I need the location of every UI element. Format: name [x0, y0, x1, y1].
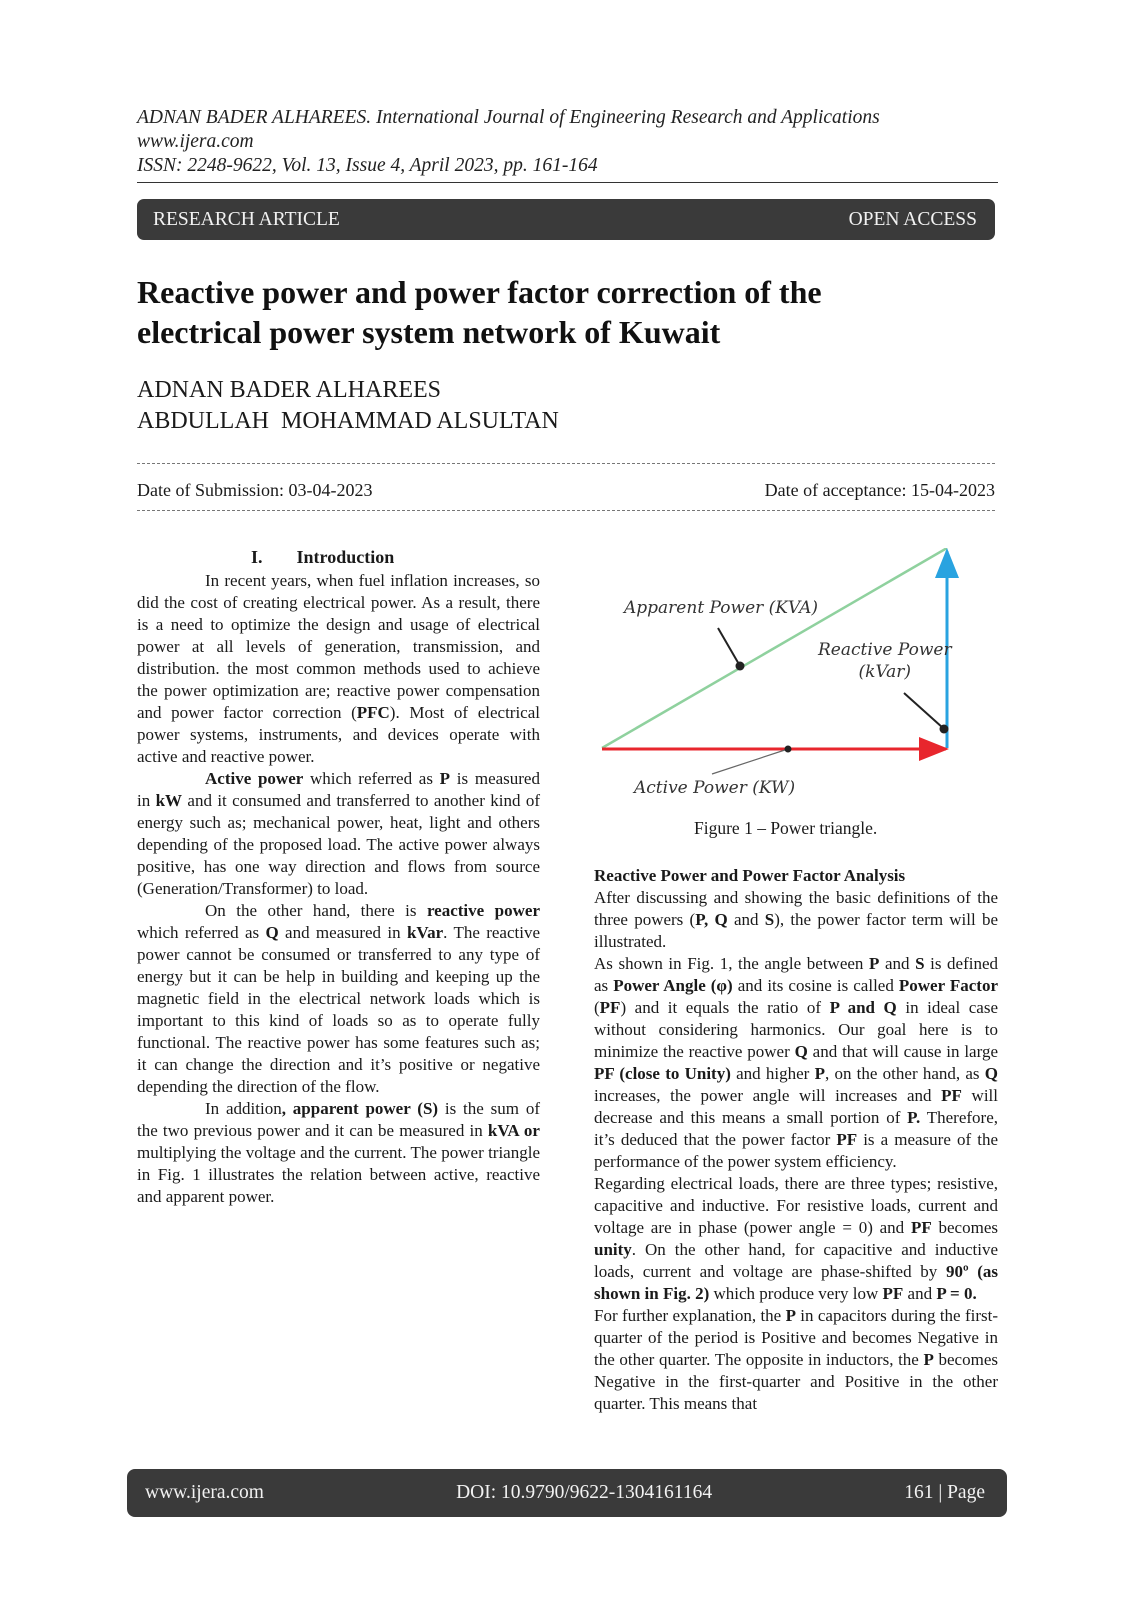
figure-1-caption: Figure 1 – Power triangle. [694, 818, 878, 838]
journal-issn: ISSN: 2248-9622, Vol. 13, Issue 4, April 2023, pp. 161-164 [137, 155, 598, 176]
left-column [137, 546, 540, 1208]
intro-paragraph-reactive-power: On the other hand, there is reactive power which referred as Q and measured in kVar. The reactive power cannot be consumed or transferred to any type of energy but it can be help in building and keeping up the magnetic field in the electrical network loads which is important to this kind of loads so as to operate fully functional. The reactive power has some features such as; it can change the direction and it’s positive or negative depending the direction of the flow. [137, 901, 540, 1096]
apparent-label-dot [736, 662, 745, 671]
header-rule [137, 182, 998, 183]
active-label-dot [785, 746, 792, 753]
author-list [137, 375, 559, 437]
active-power-label: Active Power (KW) [634, 778, 796, 798]
section-number: I. [251, 547, 263, 567]
intro-paragraph-1: In recent years, when fuel inflation increases, so did the cost of creating electrical power. As a result, there is a need to optimize the design and usage of electrical power at all levels of generation, transmission, and distribution. the most common methods used to achieve the power optimization are; reactive power compensation and power factor correction (PFC). Most of electrical power systems, instruments, and devices operate with active and reactive power. [137, 571, 540, 766]
figure-1-power-triangle [594, 548, 1004, 848]
right-column [594, 865, 998, 1415]
reactive-label-leader [904, 693, 943, 728]
pf-paragraph-4: For further explanation, the P in capacitors during the first-quarter of the period is Positive and becomes Negative in the other quarter. The opposite in inductors, the P becomes Negative in the first-quarter and Positive in the other quarter. This means that [594, 1306, 998, 1413]
journal-website[interactable]: www.ijera.com [137, 131, 254, 152]
dashed-divider-top [137, 463, 995, 464]
paper-title [137, 272, 997, 352]
author-2: ABDULLAH MOHAMMAD ALSULTAN [137, 408, 559, 434]
footer-doi[interactable]: DOI: 10.9790/9622-1304161164 [456, 1482, 713, 1503]
pf-paragraph-1: After discussing and showing the basic definitions of the three powers (P, Q and S), the power factor term will be illustrated. [594, 888, 998, 951]
reactive-label-dot [940, 725, 949, 734]
footer-page-number: 161 | Page [904, 1482, 985, 1503]
footer-website-link[interactable]: www.ijera.com [145, 1482, 264, 1503]
apparent-label-leader [718, 628, 740, 666]
reactive-power-label: Reactive Power (kVar) [818, 640, 952, 682]
journal-citation: ADNAN BADER ALHAREES. International Journal of Engineering Research and Applications [137, 107, 880, 128]
paper-title-line-1: Reactive power and power factor correction of the [137, 274, 822, 310]
pf-paragraph-3: Regarding electrical loads, there are three types; resistive, capacitive and inductive. For resistive loads, current and voltage are in phase (power angle = 0) and PF becomes unity. On the other hand, for capacitive and inductive loads, current and voltage are phase-shifted by 90º (as shown in Fig. 2) which produce very low PF and P = 0. [594, 1174, 998, 1303]
date-of-acceptance: Date of acceptance: 15-04-2023 [764, 480, 995, 500]
active-label-leader [712, 749, 788, 774]
subsection-heading-pf-analysis: Reactive Power and Power Factor Analysis [594, 866, 906, 885]
intro-paragraph-apparent-power: In addition, apparent power (S) is the sum of the two previous power and it can be measured in kVA or multiplying the voltage and the current. The power triangle in Fig. 1 illustrates the relation between active, reactive and apparent power. [137, 1099, 540, 1206]
dashed-divider-bottom [137, 510, 995, 511]
apparent-power-label: Apparent Power (KVA) [624, 598, 819, 618]
section-title: Introduction [296, 547, 395, 567]
page-footer [127, 1469, 1007, 1517]
paper-title-line-2: electrical power system network of Kuwait [137, 314, 721, 350]
article-type-banner [137, 199, 995, 240]
journal-header [137, 106, 997, 178]
author-1: ADNAN BADER ALHAREES [137, 377, 442, 403]
research-article-label: RESEARCH ARTICLE [153, 208, 340, 230]
open-access-label: OPEN ACCESS [848, 208, 977, 230]
date-of-submission: Date of Submission: 03-04-2023 [137, 480, 373, 500]
submission-dates [137, 480, 995, 501]
intro-paragraph-active-power: Active power which referred as P is measured in kW and it consumed and transferred to another kind of energy such as; mechanical power, heat, light and others depending of the proposed load. The active power always positive, has one way direction and flows from source (Generation/Transformer) to load. [137, 769, 540, 898]
pf-paragraph-2: As shown in Fig. 1, the angle between P and S is defined as Power Angle (φ) and its cosine is called Power Factor (PF) and it equals the ratio of P and Q in ideal case without considering harmonics. Our goal here is to minimize the reactive power Q and that will cause in large PF (close to Unity) and higher P, on the other hand, as Q increases, the power angle will increases and PF will decrease and this means a small portion of P. Therefore, it’s deduced that the power factor PF is a measure of the performance of the power system efficiency. [594, 954, 999, 1171]
section-heading-introduction [251, 546, 540, 568]
